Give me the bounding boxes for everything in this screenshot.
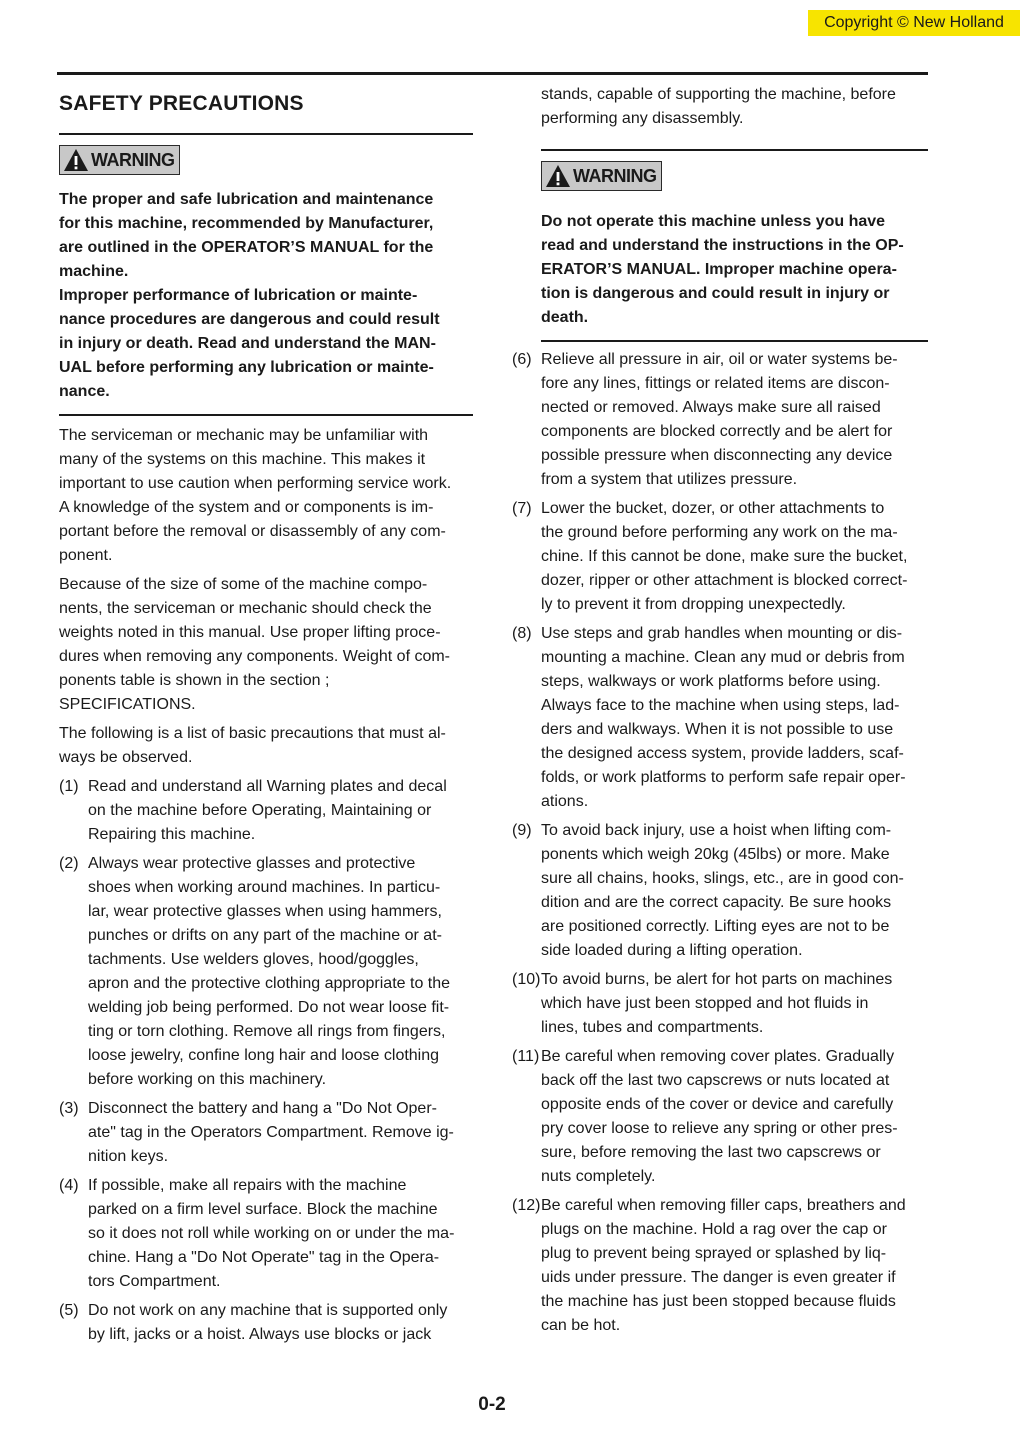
item-number: (12) bbox=[512, 1197, 541, 1214]
text-line: the ground before performing any work on the ma- bbox=[541, 524, 898, 541]
text-line: nected or removed. Always make sure all raised bbox=[541, 399, 881, 416]
text-line: punches or drifts on any part of the machine or at- bbox=[88, 927, 442, 944]
text-line: If possible, make all repairs with the machine bbox=[88, 1177, 407, 1194]
list-item bbox=[512, 1194, 928, 1338]
text-line: ponents which weigh 20kg (45lbs) or more. Make bbox=[541, 846, 890, 863]
text-line: are positioned correctly. Lifting eyes are not to be bbox=[541, 918, 890, 935]
text-line: To avoid back injury, use a hoist when lifting com- bbox=[541, 822, 892, 839]
text-line: Because of the size of some of the machine compo- bbox=[59, 576, 428, 593]
text-line: sure, before removing the last two capscrews or bbox=[541, 1144, 881, 1161]
text-line: ders and walkways. When it is not possible to use bbox=[541, 721, 894, 738]
text-line: opposite ends of the cover or device and carefully bbox=[541, 1096, 894, 1113]
text-line: so it does not roll while working on or under the ma- bbox=[88, 1225, 455, 1242]
text-line: To avoid burns, be alert for hot parts on machines bbox=[541, 971, 893, 988]
text-line: ponent. bbox=[59, 547, 113, 564]
text-line: mounting a machine. Clean any mud or debris from bbox=[541, 649, 905, 666]
text-line: plugs on the machine. Hold a rag over the cap or bbox=[541, 1221, 887, 1238]
right-column bbox=[512, 83, 928, 1343]
text-line: Read and understand all Warning plates and decal bbox=[88, 778, 447, 795]
text-line: weights noted in this manual. Use proper lifting proce- bbox=[59, 624, 441, 641]
list-item bbox=[512, 819, 928, 963]
text-line: folds, or work platforms to perform safe repair oper- bbox=[541, 769, 906, 786]
list-item bbox=[512, 968, 928, 1040]
text-line: SPECIFICATIONS. bbox=[59, 696, 196, 713]
text-line: possible pressure when disconnecting any device bbox=[541, 447, 893, 464]
text-line: nents, the serviceman or mechanic should check the bbox=[59, 600, 432, 617]
text-line: Use steps and grab handles when mounting or dis- bbox=[541, 625, 903, 642]
text-line: pry cover loose to relieve any spring or other pres- bbox=[541, 1120, 898, 1137]
text-line: back off the last two capscrews or nuts located at bbox=[541, 1072, 890, 1089]
item-number: (2) bbox=[59, 855, 79, 872]
text-line: plug to prevent being sprayed or splashed by liq- bbox=[541, 1245, 887, 1262]
text-line: dozer, ripper or other attachment is blocked correct- bbox=[541, 572, 908, 589]
text-line: apron and the protective clothing appropriate to the bbox=[88, 975, 451, 992]
text-line: side loaded during a lifting operation. bbox=[541, 942, 803, 959]
text-line: nance procedures are dangerous and could result bbox=[59, 311, 440, 328]
warning-text bbox=[59, 188, 473, 404]
text-line: ponents table is shown in the section ; bbox=[59, 672, 330, 689]
text-line: welding job being performed. Do not wear loose fit- bbox=[88, 999, 450, 1016]
text-line: Always wear protective glasses and protective bbox=[88, 855, 416, 872]
list-item bbox=[59, 1097, 473, 1169]
text-line: shoes when working around machines. In particu- bbox=[88, 879, 441, 896]
warning-badge bbox=[59, 145, 180, 175]
text-line: read and understand the instructions in the OP- bbox=[541, 237, 904, 254]
text-line: The proper and safe lubrication and maintenance bbox=[59, 191, 434, 208]
item-number: (4) bbox=[59, 1177, 79, 1194]
paragraph bbox=[59, 573, 473, 717]
left-column bbox=[59, 83, 473, 1352]
list-item bbox=[59, 852, 473, 1092]
text-line: nition keys. bbox=[88, 1148, 169, 1165]
text-line: Be careful when removing cover plates. Gradually bbox=[541, 1048, 895, 1065]
text-line: which have just been stopped and hot fluids in bbox=[541, 995, 869, 1012]
text-line: The serviceman or mechanic may be unfamiliar with bbox=[59, 427, 429, 444]
section-rule bbox=[541, 149, 928, 151]
item-number: (8) bbox=[512, 625, 532, 642]
text-line: Be careful when removing filler caps, breathers and bbox=[541, 1197, 906, 1214]
text-line: chine. If this cannot be done, make sure the bucket, bbox=[541, 548, 908, 565]
text-line: Improper performance of lubrication or mainte- bbox=[59, 287, 418, 304]
text-line: Disconnect the battery and hang a "Do Not Oper- bbox=[88, 1100, 437, 1117]
text-line: by lift, jacks or a hoist. Always use blocks or jack bbox=[88, 1326, 432, 1343]
text-line: death. bbox=[541, 309, 589, 326]
warning-label: WARNING bbox=[91, 150, 175, 170]
text-line: lines, tubes and compartments. bbox=[541, 1019, 764, 1036]
list-item bbox=[512, 1045, 928, 1189]
text-line: ERATOR’S MANUAL. Improper machine opera- bbox=[541, 261, 897, 278]
warning-label: WARNING bbox=[573, 166, 657, 186]
section-rule bbox=[59, 414, 473, 416]
text-line: are outlined in the OPERATOR’S MANUAL for the bbox=[59, 239, 434, 256]
item-number: (10) bbox=[512, 971, 541, 988]
text-line: tion is dangerous and could result in injury or bbox=[541, 285, 890, 302]
item-number: (9) bbox=[512, 822, 532, 839]
text-line: Lower the bucket, dozer, or other attachments to bbox=[541, 500, 885, 517]
copyright-banner: Copyright © New Holland bbox=[808, 10, 1020, 36]
item-number: (3) bbox=[59, 1100, 79, 1117]
text-line: the designed access system, provide ladders, scaf- bbox=[541, 745, 904, 762]
text-line: uids under pressure. The danger is even greater if bbox=[541, 1269, 896, 1286]
text-line: Do not work on any machine that is supported only bbox=[88, 1302, 448, 1319]
text-line: sure all chains, hooks, slings, etc., are in good con- bbox=[541, 870, 904, 887]
text-line: parked on a firm level surface. Block the machine bbox=[88, 1201, 438, 1218]
text-line: UAL before performing any lubrication or mainte- bbox=[59, 359, 434, 376]
list-item bbox=[59, 775, 473, 847]
item-number: (7) bbox=[512, 500, 532, 517]
text-line: many of the systems on this machine. This makes it bbox=[59, 451, 426, 468]
text-line: ate" tag in the Operators Compartment. Remove ig- bbox=[88, 1124, 454, 1141]
item-number: (1) bbox=[59, 778, 79, 795]
item-number: (11) bbox=[512, 1048, 540, 1065]
text-line: the machine has just been stopped because fluids bbox=[541, 1293, 896, 1310]
paragraph bbox=[59, 424, 473, 568]
text-line: in injury or death. Read and understand the MAN- bbox=[59, 335, 436, 352]
warning-text bbox=[541, 210, 928, 330]
text-line: important to use caution when performing service work. bbox=[59, 475, 452, 492]
continuation-text bbox=[541, 83, 928, 131]
text-line: ations. bbox=[541, 793, 589, 810]
warning-triangle-icon bbox=[63, 148, 89, 172]
text-line: components are blocked correctly and be alert for bbox=[541, 423, 893, 440]
paragraph bbox=[59, 722, 473, 770]
text-line: dures when removing any components. Weight of com- bbox=[59, 648, 451, 665]
text-line: tachments. Use welders gloves, hood/goggles, bbox=[88, 951, 419, 968]
text-line: The following is a list of basic precautions that must al- bbox=[59, 725, 446, 742]
text-line: fore any lines, fittings or related items are discon- bbox=[541, 375, 890, 392]
list-item bbox=[512, 622, 928, 814]
warning-triangle-icon bbox=[545, 164, 571, 188]
text-line: ly to prevent it from dropping unexpectedly. bbox=[541, 596, 846, 613]
text-line: steps, walkways or work platforms before using. bbox=[541, 673, 881, 690]
precaution-list bbox=[59, 775, 473, 1347]
text-line: Relieve all pressure in air, oil or water systems be- bbox=[541, 351, 898, 368]
text-line: ting or torn clothing. Remove all rings from fingers, bbox=[88, 1023, 446, 1040]
list-item bbox=[59, 1299, 473, 1347]
text-line: from a system that utilizes pressure. bbox=[541, 471, 798, 488]
top-rule bbox=[57, 72, 928, 75]
warning-badge bbox=[541, 161, 662, 191]
text-line: performing any disassembly. bbox=[541, 110, 744, 127]
text-line: chine. Hang a "Do Not Operate" tag in the Opera- bbox=[88, 1249, 440, 1266]
text-line: portant before the removal or disassembly of any com- bbox=[59, 523, 446, 540]
text-line: before working on this machinery. bbox=[88, 1071, 327, 1088]
text-line: machine. bbox=[59, 263, 129, 280]
text-line: nuts completely. bbox=[541, 1168, 656, 1185]
precaution-list bbox=[512, 348, 928, 1338]
list-item bbox=[512, 348, 928, 492]
text-line: on the machine before Operating, Maintaining or bbox=[88, 802, 432, 819]
text-line: stands, capable of supporting the machine, before bbox=[541, 86, 896, 103]
item-number: (5) bbox=[59, 1302, 79, 1319]
list-item bbox=[512, 497, 928, 617]
section-rule bbox=[541, 340, 928, 342]
text-line: tors Compartment. bbox=[88, 1273, 221, 1290]
text-line: nance. bbox=[59, 383, 110, 400]
text-line: dition and are the correct capacity. Be sure hooks bbox=[541, 894, 892, 911]
text-line: Do not operate this machine unless you have bbox=[541, 213, 886, 230]
text-line: for this machine, recommended by Manufacturer, bbox=[59, 215, 434, 232]
text-line: loose jewelry, confine long hair and loose clothing bbox=[88, 1047, 440, 1064]
page-number: 0-2 bbox=[478, 1394, 506, 1415]
item-number: (6) bbox=[512, 351, 532, 368]
text-line: A knowledge of the system and or components is im- bbox=[59, 499, 434, 516]
page-title: SAFETY PRECAUTIONS bbox=[59, 92, 304, 115]
section-rule bbox=[59, 133, 473, 135]
text-line: Always face to the machine when using steps, lad- bbox=[541, 697, 900, 714]
text-line: ways be observed. bbox=[59, 749, 193, 766]
text-line: Repairing this machine. bbox=[88, 826, 256, 843]
text-line: can be hot. bbox=[541, 1317, 621, 1334]
text-line: lar, wear protective glasses when using hammers, bbox=[88, 903, 442, 920]
list-item bbox=[59, 1174, 473, 1294]
